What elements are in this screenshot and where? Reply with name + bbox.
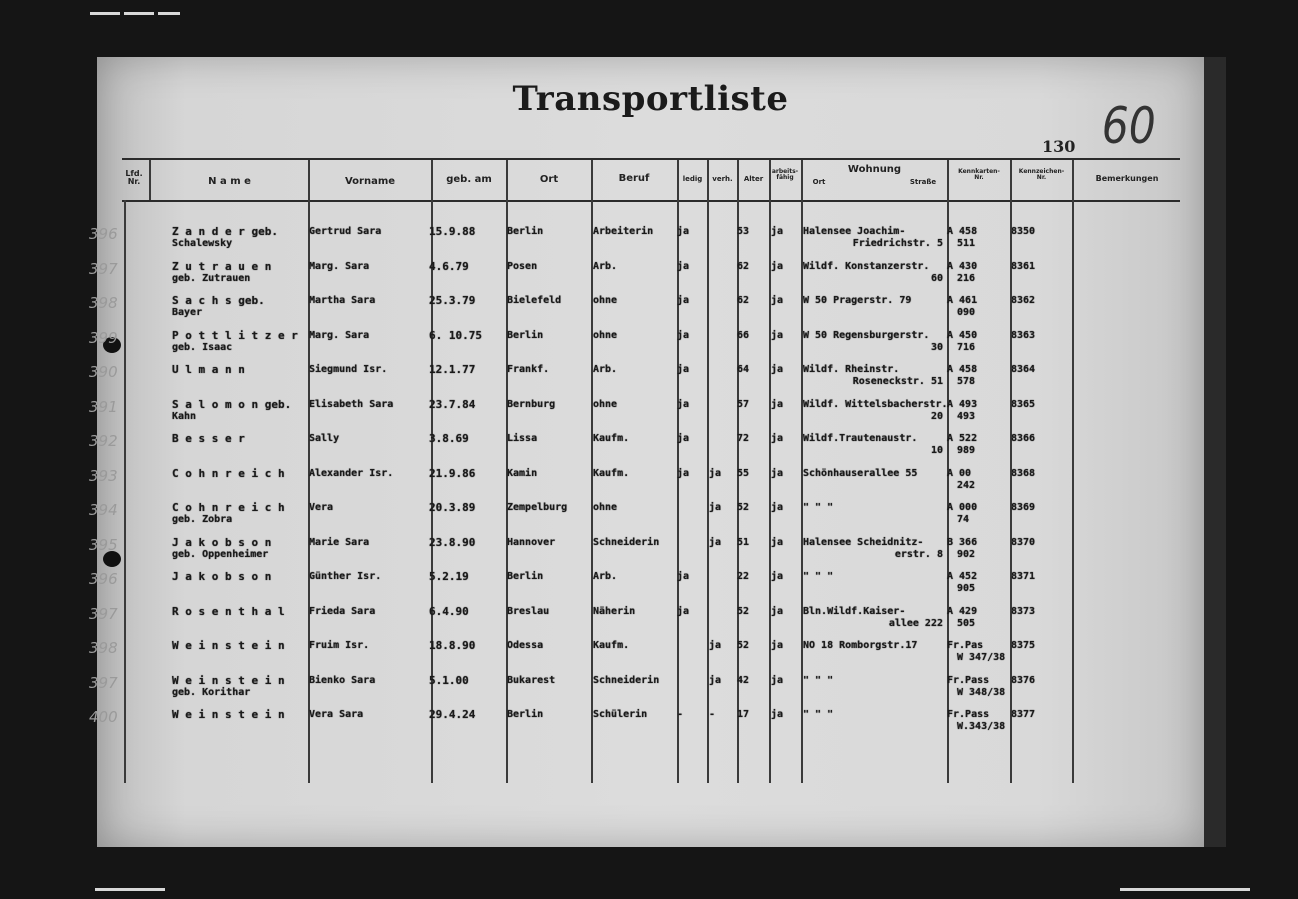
cell-name: U l m a n n: [172, 363, 245, 376]
cell-kennzeichen: 8350: [1011, 226, 1036, 237]
header-kennkarten-nr: Kennkarten- Nr.: [958, 168, 1000, 182]
cell-ort: Bernburg: [507, 398, 556, 410]
cell-beruf: Arb.: [593, 571, 618, 582]
cell-ort: Frankf.: [507, 364, 550, 375]
cell-ledig: ja: [677, 329, 690, 341]
handwritten-number: 60: [1101, 97, 1156, 155]
cell-verh: -: [709, 709, 716, 720]
header-bemerkungen: Bemerkungen: [1095, 174, 1159, 183]
cell-vorname: Marie Sara: [309, 536, 370, 548]
cell-alter: 42: [737, 674, 750, 686]
cell-alter: 66: [737, 329, 750, 341]
cell-ort: Breslau: [507, 605, 550, 617]
cell-wohnung: Wildf.Trautenaustr.: [803, 433, 918, 444]
cell-wohnung-line2: 20: [930, 410, 943, 422]
cell-kennkarten: A 452: [947, 571, 978, 582]
cell-alter: 17: [737, 709, 750, 720]
cell-alter: 22: [737, 571, 750, 582]
cell-ledig: -: [677, 709, 684, 720]
cell-wohnung: W 50 Regensburgerstr.: [803, 329, 930, 341]
cell-kennkarten-line2: 242: [957, 479, 976, 491]
cell-beruf: Arbeiterin: [593, 226, 654, 237]
film-mark: [1120, 888, 1250, 891]
cell-name: Z a n d e r geb.: [172, 225, 278, 238]
cell-kennkarten: Fr.Pas: [947, 640, 984, 651]
cell-wohnung: Wildf. Konstanzerstr.: [803, 260, 930, 272]
cell-kennkarten: A 493: [947, 398, 978, 410]
cell-kennkarten-line2: W.343/38: [957, 721, 1006, 732]
cell-kennzeichen: 8362: [1011, 295, 1036, 306]
cell-verh: ja: [709, 502, 722, 513]
header-geb-am: geb. am: [446, 174, 492, 185]
cell-vorname: Sally: [309, 433, 340, 444]
margin-row-number: 394: [89, 501, 118, 519]
page-edge-shadow: [1204, 57, 1226, 847]
cell-ledig: ja: [677, 571, 690, 582]
cell-ort: Bielefeld: [507, 295, 562, 306]
margin-row-number: 395: [89, 535, 118, 554]
cell-geb-am: 29.4.24: [429, 708, 476, 721]
cell-vorname: Günther Isr.: [309, 571, 382, 582]
cell-wohnung: Bln.Wildf.Kaiser-: [803, 605, 906, 617]
cell-beruf: Kaufm.: [593, 640, 630, 651]
cell-wohnung: " " ": [803, 502, 834, 513]
cell-kennzeichen: 8361: [1011, 260, 1036, 272]
cell-kennkarten-line2: 578: [957, 376, 976, 387]
cell-ledig: ja: [677, 433, 690, 444]
cell-kennkarten-line2: W 348/38: [957, 686, 1006, 698]
cell-geb-am: 3.8.69: [429, 432, 469, 445]
cell-wohnung-line2: allee 222: [888, 617, 943, 629]
cell-wohnung-line2: 60: [930, 272, 943, 284]
header-wohnung: Wohnung: [847, 164, 902, 175]
page-number: 130: [1042, 137, 1076, 156]
cell-ort: Lissa: [507, 433, 538, 444]
cell-verh: ja: [709, 467, 722, 479]
cell-kennkarten: A 430: [947, 260, 978, 272]
cell-kennzeichen: 8377: [1011, 709, 1036, 720]
cell-name-line2: geb. Zutrauen: [172, 272, 251, 284]
cell-vorname: Siegmund Isr.: [309, 364, 388, 375]
cell-kennzeichen: 8365: [1011, 398, 1036, 410]
cell-alter: 62: [737, 295, 750, 306]
cell-vorname: Frieda Sara: [309, 605, 376, 617]
cell-wohnung: Wildf. Rheinstr.: [803, 364, 900, 375]
document-page: [89, 57, 1204, 847]
margin-row-number: 391: [89, 397, 118, 416]
cell-geb-am: 4.6.79: [429, 259, 469, 273]
cell-ort: Berlin: [507, 571, 544, 582]
cell-kennzeichen: 8370: [1011, 536, 1036, 548]
film-mark: [158, 12, 180, 15]
header-beruf: Beruf: [618, 173, 650, 184]
cell-kennkarten-line2: 090: [957, 307, 976, 318]
cell-ledig: ja: [677, 226, 690, 237]
cell-kennkarten: A 450: [947, 329, 978, 341]
cell-wohnung-line2: 10: [930, 445, 943, 456]
margin-row-number: 397: [89, 259, 118, 278]
cell-verh: ja: [709, 640, 722, 651]
cell-beruf: Kaufm.: [593, 467, 630, 479]
header-lfd-nr: Lfd. Nr.: [125, 169, 143, 187]
cell-name: J a k o b s o n: [172, 570, 272, 583]
cell-name-line2: Kahn: [172, 410, 197, 422]
cell-alter: 53: [737, 226, 750, 237]
cell-arbeitsfaehig: ja: [771, 364, 784, 375]
cell-ort: Berlin: [507, 226, 544, 237]
cell-kennkarten-line2: 511: [957, 238, 976, 249]
margin-row-number: 398: [89, 294, 118, 312]
cell-ledig: ja: [677, 260, 690, 272]
cell-geb-am: 12.1.77: [429, 363, 476, 376]
cell-name-line2: geb. Oppenheimer: [172, 548, 269, 560]
cell-name: B e s s e r: [172, 432, 245, 445]
cell-geb-am: 21.9.86: [429, 466, 476, 480]
cell-geb-am: 25.3.79: [429, 294, 476, 307]
cell-kennzeichen: 8375: [1011, 640, 1036, 651]
cell-ort: Hannover: [507, 536, 556, 548]
cell-vorname: Martha Sara: [309, 295, 376, 306]
margin-row-number: 396: [89, 225, 118, 243]
cell-ort: Berlin: [507, 329, 544, 341]
cell-ort: Bukarest: [507, 674, 556, 686]
cell-beruf: Arb.: [593, 260, 618, 272]
cell-ledig: ja: [677, 295, 690, 306]
cell-geb-am: 5.1.00: [429, 673, 469, 687]
cell-kennzeichen: 8371: [1011, 571, 1036, 582]
margin-row-number: 393: [89, 466, 118, 485]
cell-verh: ja: [709, 536, 722, 548]
column-divider: [1072, 160, 1074, 783]
cell-alter: 62: [737, 260, 750, 272]
cell-kennzeichen: 8363: [1011, 329, 1036, 341]
cell-kennzeichen: 8376: [1011, 674, 1036, 686]
cell-arbeitsfaehig: ja: [771, 502, 784, 513]
cell-arbeitsfaehig: ja: [771, 295, 784, 306]
cell-ledig: ja: [677, 605, 690, 617]
cell-geb-am: 15.9.88: [429, 225, 476, 238]
cell-beruf: ohne: [593, 502, 618, 513]
column-divider: [149, 160, 151, 200]
cell-kennzeichen: 8368: [1011, 467, 1036, 479]
cell-alter: 64: [737, 364, 750, 375]
cell-kennkarten-line2: 716: [957, 341, 976, 353]
margin-row-number: 392: [89, 432, 118, 450]
header-name: N a m e: [208, 176, 251, 187]
cell-wohnung-line2: 30: [930, 341, 943, 353]
cell-wohnung: " " ": [803, 709, 834, 720]
cell-kennkarten: A 522: [947, 433, 978, 444]
cell-arbeitsfaehig: ja: [771, 674, 784, 686]
header-ledig: ledig: [682, 175, 703, 183]
cell-kennkarten: Fr.Pass: [947, 709, 990, 720]
cell-kennkarten: A 000: [947, 502, 978, 513]
margin-row-number: 396: [89, 570, 118, 588]
cell-alter: 55: [737, 467, 750, 479]
cell-vorname: Vera: [309, 502, 334, 513]
cell-kennkarten: A 00: [947, 467, 972, 479]
cell-beruf: Schneiderin: [593, 674, 660, 686]
cell-kennkarten: B 366: [947, 536, 978, 548]
cell-name-line2: Bayer: [172, 307, 203, 318]
cell-name: W e i n s t e i n: [172, 708, 285, 721]
cell-geb-am: 5.2.19: [429, 570, 469, 583]
cell-arbeitsfaehig: ja: [771, 605, 784, 617]
cell-wohnung: Wildf. Wittelsbacherstr.: [803, 398, 948, 410]
header-arbeitsfaehig: arbeits- fähig: [771, 168, 799, 182]
cell-arbeitsfaehig: ja: [771, 260, 784, 272]
cell-kennkarten: A 461: [947, 295, 978, 306]
cell-kennkarten-line2: 905: [957, 583, 976, 594]
cell-kennzeichen: 8366: [1011, 433, 1036, 444]
cell-kennkarten: A 458: [947, 226, 978, 237]
cell-alter: 52: [737, 605, 750, 617]
header-vorname: Vorname: [344, 176, 396, 187]
cell-alter: 72: [737, 433, 750, 444]
cell-geb-am: 23.7.84: [429, 397, 476, 411]
cell-beruf: ohne: [593, 398, 618, 410]
cell-wohnung-line2: Friedrichstr. 5: [852, 238, 943, 249]
cell-name-line2: Schalewsky: [172, 238, 233, 249]
film-mark: [124, 12, 154, 15]
margin-row-number: 399: [89, 328, 118, 347]
cell-name: W e i n s t e i n: [172, 639, 285, 652]
header-ort: Ort: [539, 174, 559, 185]
cell-name: W e i n s t e i n: [172, 673, 285, 687]
cell-wohnung: Halensee Joachim-: [803, 226, 906, 237]
cell-beruf: Schneiderin: [593, 536, 660, 548]
cell-arbeitsfaehig: ja: [771, 571, 784, 582]
cell-geb-am: 18.8.90: [429, 639, 476, 652]
cell-name: S a l o m o n geb.: [172, 397, 292, 411]
film-mark: [90, 12, 120, 15]
film-mark: [95, 888, 165, 891]
cell-arbeitsfaehig: ja: [771, 433, 784, 444]
cell-kennkarten-line2: 216: [957, 272, 976, 284]
cell-wohnung-line2: erstr. 8: [894, 548, 943, 560]
cell-beruf: ohne: [593, 329, 618, 341]
cell-vorname: Marg. Sara: [309, 329, 370, 341]
cell-name: S a c h s geb.: [172, 294, 265, 307]
cell-arbeitsfaehig: ja: [771, 226, 784, 237]
cell-arbeitsfaehig: ja: [771, 329, 784, 341]
cell-geb-am: 23.8.90: [429, 535, 476, 549]
cell-verh: ja: [709, 674, 722, 686]
cell-ort: Odessa: [507, 640, 544, 651]
cell-geb-am: 6. 10.75: [429, 328, 482, 342]
cell-beruf: Schülerin: [593, 709, 648, 720]
cell-vorname: Vera Sara: [309, 709, 364, 720]
cell-name-line2: geb. Zobra: [172, 514, 233, 525]
cell-kennkarten-line2: 493: [957, 410, 976, 422]
cell-geb-am: 20.3.89: [429, 501, 476, 514]
cell-wohnung: " " ": [803, 571, 834, 582]
cell-arbeitsfaehig: ja: [771, 640, 784, 651]
header-wohnung-ort: Ort: [812, 178, 826, 186]
margin-row-number: 397: [89, 604, 118, 623]
header-alter: Alter: [743, 175, 764, 183]
cell-name: C o h n r e i c h: [172, 466, 285, 480]
cell-name-line2: geb. Isaac: [172, 341, 233, 353]
cell-ledig: ja: [677, 398, 690, 410]
document-title: Transportliste: [512, 79, 789, 119]
cell-beruf: Kaufm.: [593, 433, 630, 444]
cell-alter: 52: [737, 502, 750, 513]
cell-ort: Zempelburg: [507, 502, 568, 513]
cell-ledig: ja: [677, 467, 690, 479]
header-bottom-rule: [122, 200, 1180, 202]
cell-geb-am: 6.4.90: [429, 604, 469, 618]
margin-row-number: 397: [89, 673, 118, 692]
cell-kennkarten: A 458: [947, 364, 978, 375]
cell-kennkarten-line2: 505: [957, 617, 976, 629]
header-top-rule: [122, 158, 1180, 160]
cell-vorname: Fruim Isr.: [309, 640, 370, 651]
margin-row-number: 400: [89, 708, 118, 726]
cell-alter: 52: [737, 640, 750, 651]
cell-ort: Kamin: [507, 467, 538, 479]
cell-beruf: Näherin: [593, 605, 636, 617]
cell-wohnung: W 50 Pragerstr. 79: [803, 295, 912, 306]
cell-name: R o s e n t h a l: [172, 604, 285, 618]
cell-beruf: Arb.: [593, 364, 618, 375]
cell-name: C o h n r e i c h: [172, 501, 285, 514]
cell-vorname: Elisabeth Sara: [309, 398, 394, 410]
header-kennzeichen-nr: Kennzeichen- Nr.: [1018, 168, 1065, 182]
cell-name: Z u t r a u e n: [172, 259, 272, 273]
cell-ort: Posen: [507, 260, 538, 272]
header-verh: verh.: [712, 175, 733, 183]
cell-beruf: ohne: [593, 295, 618, 306]
cell-vorname: Bienko Sara: [309, 674, 376, 686]
cell-wohnung: NO 18 Romborgstr.17: [803, 640, 918, 651]
cell-arbeitsfaehig: ja: [771, 398, 784, 410]
margin-row-number: 398: [89, 639, 118, 657]
cell-name-line2: geb. Korithar: [172, 686, 251, 698]
cell-arbeitsfaehig: ja: [771, 467, 784, 479]
cell-name: P o t t l i t z e r: [172, 328, 298, 342]
cell-kennkarten-line2: 902: [957, 548, 976, 560]
header-wohnung-strasse: Straße: [909, 178, 937, 186]
cell-name: J a k o b s o n: [172, 535, 272, 549]
cell-wohnung-line2: Roseneckstr. 51: [852, 376, 943, 387]
cell-kennkarten-line2: 989: [957, 445, 976, 456]
cell-kennzeichen: 8364: [1011, 364, 1036, 375]
cell-wohnung: " " ": [803, 674, 834, 686]
cell-ort: Berlin: [507, 709, 544, 720]
cell-kennkarten: A 429: [947, 605, 978, 617]
column-divider: [124, 200, 126, 783]
margin-row-number: 390: [89, 363, 118, 381]
cell-ledig: ja: [677, 364, 690, 375]
cell-kennzeichen: 8373: [1011, 605, 1036, 617]
cell-kennkarten-line2: 74: [957, 514, 970, 525]
cell-alter: 57: [737, 398, 750, 410]
cell-vorname: Gertrud Sara: [309, 226, 382, 237]
cell-arbeitsfaehig: ja: [771, 709, 784, 720]
cell-wohnung: Schönhauserallee 55: [803, 467, 918, 479]
cell-alter: 51: [737, 536, 750, 548]
cell-vorname: Marg. Sara: [309, 260, 370, 272]
cell-kennkarten-line2: W 347/38: [957, 652, 1006, 663]
cell-arbeitsfaehig: ja: [771, 536, 784, 548]
cell-vorname: Alexander Isr.: [309, 467, 394, 479]
cell-kennkarten: Fr.Pass: [947, 674, 990, 686]
cell-wohnung: Halensee Scheidnitz-: [803, 536, 924, 548]
cell-kennzeichen: 8369: [1011, 502, 1036, 513]
